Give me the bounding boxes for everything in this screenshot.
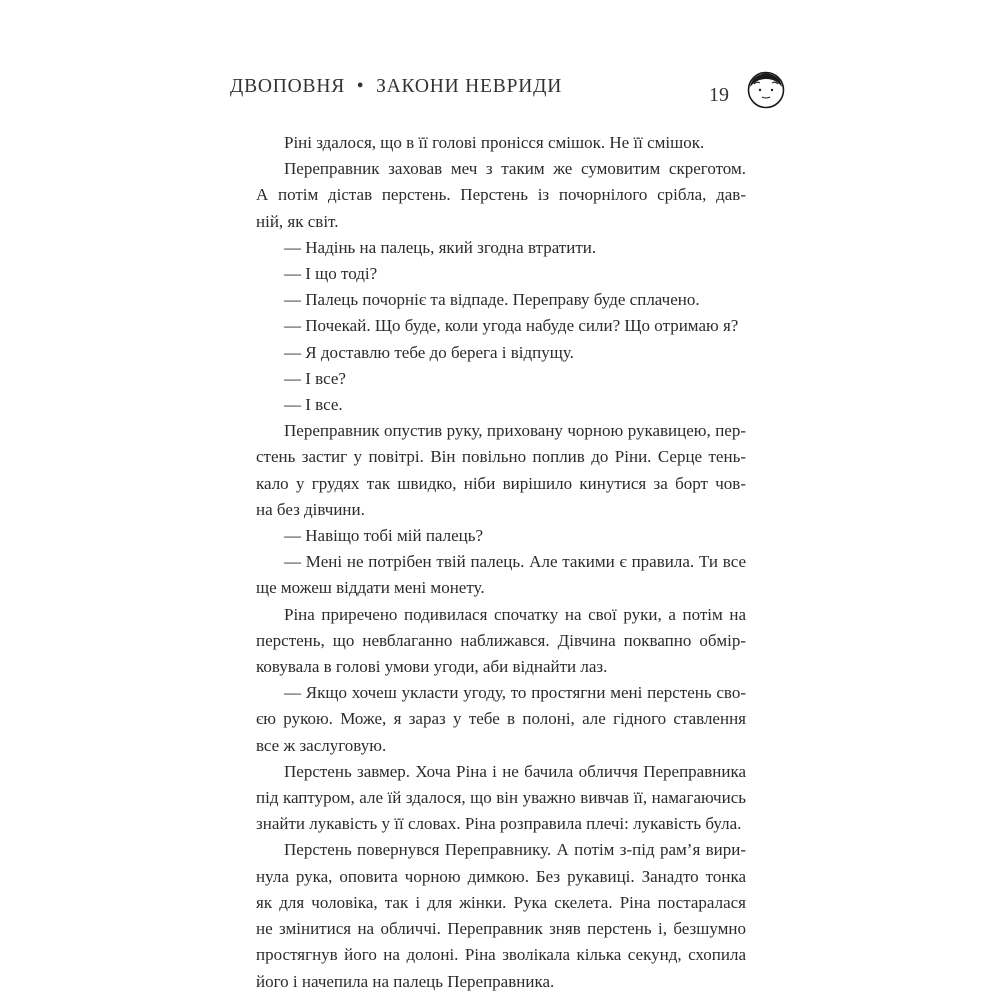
paragraph bbox=[256, 523, 746, 549]
text-line: Переправник опустив руку, приховану чорною рукавицею, пер- bbox=[284, 421, 746, 441]
text-line: ній, як світ. bbox=[256, 211, 339, 231]
text-line: — Навіщо тобі мій палець? bbox=[284, 526, 484, 546]
paragraph bbox=[256, 287, 746, 313]
text-line: — І все. bbox=[284, 395, 343, 415]
text-line: перстень, що невблаганно наближався. Дівчина поквапно обмір- bbox=[256, 630, 746, 650]
text-line: — Палець почорніє та відпаде. Переправу буде сплачено. bbox=[284, 290, 700, 310]
paragraph bbox=[256, 261, 746, 287]
text-line: Ріна приречено подивилася спочатку на свої руки, а потім на bbox=[284, 604, 746, 624]
text-line: все ж заслуговую. bbox=[256, 735, 387, 755]
paragraph bbox=[256, 418, 746, 523]
running-head bbox=[230, 76, 562, 98]
chapter-title: ЗАКОНИ НЕВРИДИ bbox=[376, 76, 563, 97]
text-line: Перстень завмер. Хоча Ріна і не бачила обличчя Переправника bbox=[284, 761, 746, 781]
text-line: А потім дістав перстень. Перстень із почорнілого срібла, дав- bbox=[256, 185, 746, 205]
text-line: на без дівчини. bbox=[256, 499, 365, 519]
text-line: його і начепила на палець Переправника. bbox=[256, 971, 555, 991]
paragraph bbox=[256, 130, 746, 156]
paragraph bbox=[256, 759, 746, 838]
text-line: — Я доставлю тебе до берега і відпущу. bbox=[284, 342, 574, 362]
text-line: стень застиг у повітрі. Він повільно поплив до Ріни. Серце тень- bbox=[256, 447, 746, 467]
text-line: ковувала в голові умови угоди, аби віднайти лаз. bbox=[256, 657, 608, 677]
text-line: — Якщо хочеш укласти угоду, то простягни мені перстень сво- bbox=[284, 683, 746, 703]
paragraph bbox=[256, 235, 746, 261]
text-line: нула рука, оповита чорною димкою. Без рукавиці. Занадто тонка bbox=[256, 866, 746, 886]
text-line: кало у грудях так швидко, ніби вирішило кинутися за борт чов- bbox=[256, 473, 746, 493]
text-line: Переправник заховав меч з таким же сумовитим скреготом. bbox=[284, 159, 746, 179]
paragraph bbox=[256, 837, 746, 994]
paragraph bbox=[256, 549, 746, 601]
text-line: як для чоловіка, так і для жінки. Рука скелета. Ріна постаралася bbox=[256, 892, 746, 912]
text-line: Ріні здалося, що в її голові пронісся смішок. Не її смішок. bbox=[284, 133, 705, 152]
text-line: — Надінь на палець, який згодна втратити. bbox=[284, 237, 597, 257]
text-line: — І що тоді? bbox=[284, 264, 378, 284]
text-line: простягнув його на долоні. Ріна зволікала кілька секунд, схопила bbox=[256, 945, 746, 965]
page-number: 19 bbox=[709, 84, 729, 106]
paragraph bbox=[256, 156, 746, 235]
moon-face-icon bbox=[746, 70, 786, 110]
text-line: — Почекай. Що буде, коли угода набуде сили? Що отримаю я? bbox=[284, 316, 739, 336]
paragraph bbox=[256, 340, 746, 366]
paragraph bbox=[256, 680, 746, 759]
body-text bbox=[256, 130, 746, 995]
text-line: під каптуром, але їй здалося, що він уважно вивчав її, намагаючись bbox=[256, 788, 746, 808]
text-line: єю рукою. Може, я зараз у тебе в полоні, але гідного ставлення bbox=[256, 709, 746, 729]
text-line: знайти лукавість у її словах. Ріна розправила плечі: лукавість була. bbox=[256, 814, 742, 834]
header-separator: • bbox=[356, 76, 365, 97]
text-line: Перстень повернувся Переправнику. А потім з-під рам’я вири- bbox=[284, 840, 746, 860]
paragraph bbox=[256, 602, 746, 681]
text-line: — І все? bbox=[284, 368, 346, 388]
paragraph bbox=[256, 366, 746, 392]
text-line: ще можеш віддати мені монету. bbox=[256, 578, 485, 598]
text-line: — Мені не потрібен твій палець. Але такими є правила. Ти все bbox=[284, 552, 746, 572]
book-title: ДВОПОВНЯ bbox=[230, 76, 346, 97]
paragraph bbox=[256, 313, 746, 339]
text-line: не змінитися на обличчі. Переправник зняв перстень і, безшумно bbox=[256, 919, 746, 939]
paragraph bbox=[256, 392, 746, 418]
